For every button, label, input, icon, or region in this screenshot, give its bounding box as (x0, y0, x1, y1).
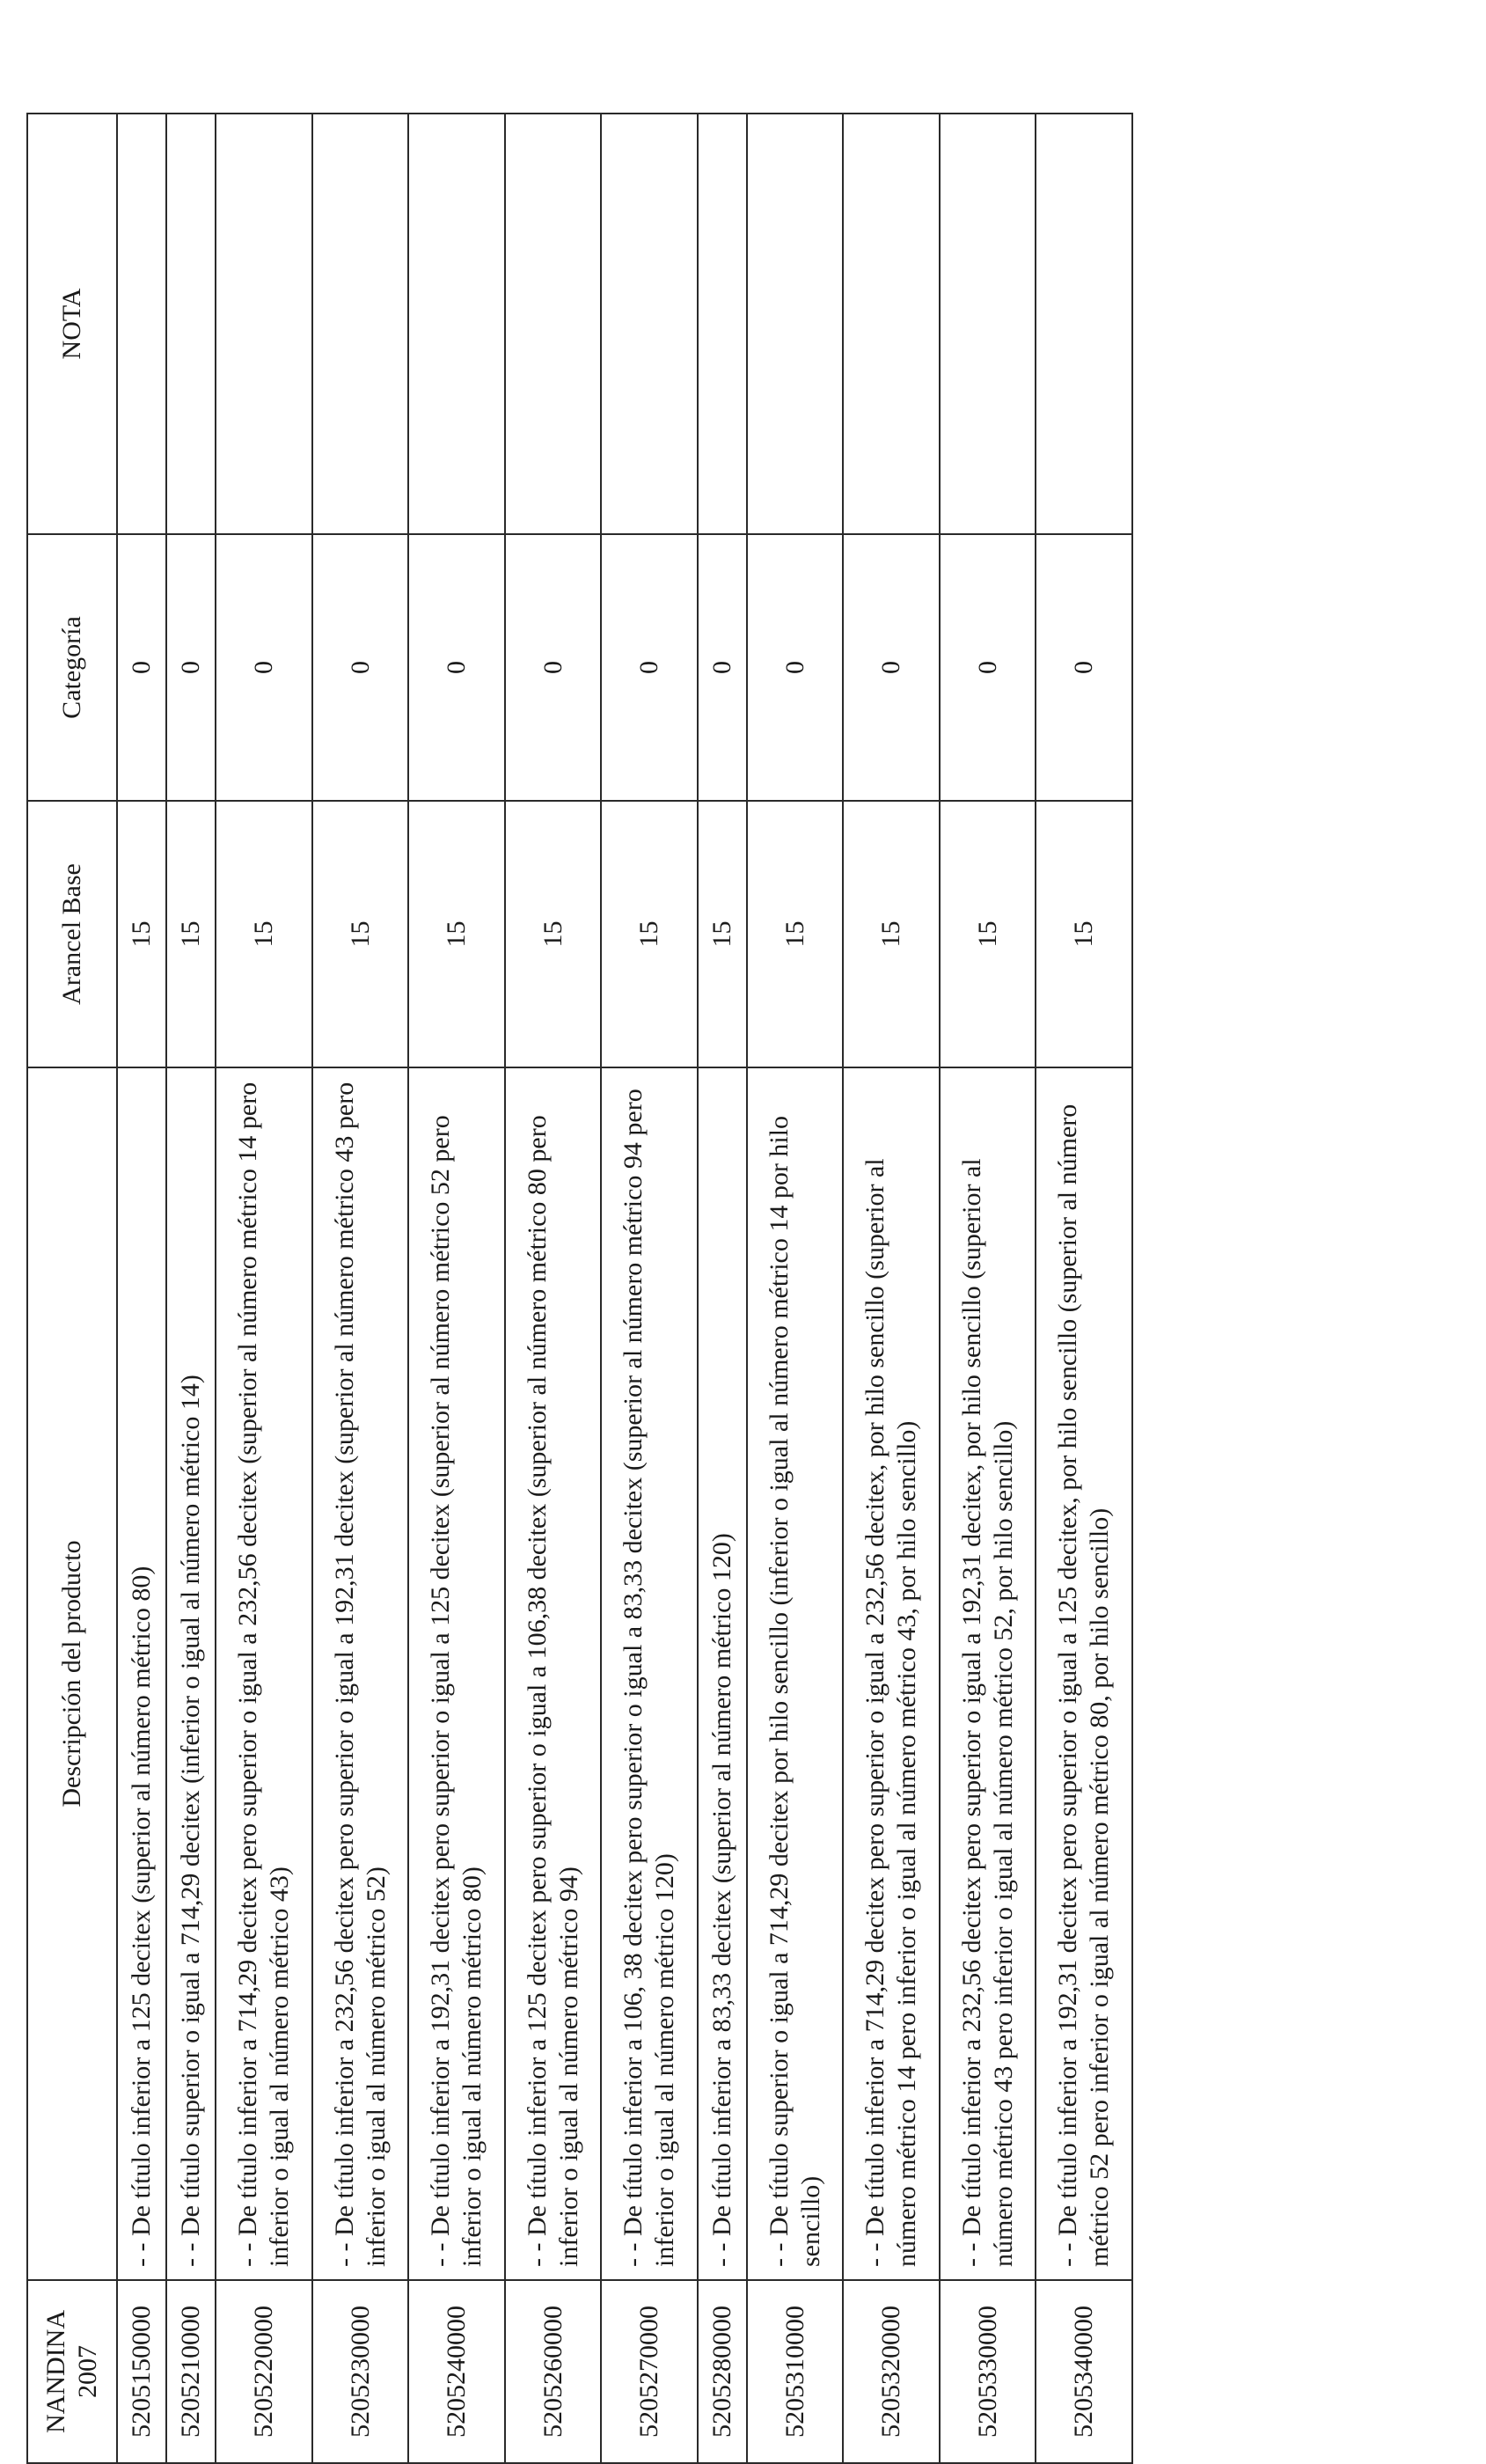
cell-description: - - De título superior o igual a 714,29 decitex por hilo sencillo (inferior o igual al número métrico 14 por hilo sencillo) (747, 1067, 843, 2280)
cell-categoria: 0 (1036, 534, 1132, 801)
cell-arancel-base: 15 (747, 801, 843, 1067)
cell-arancel-base: 15 (312, 801, 408, 1067)
cell-categoria: 0 (698, 534, 747, 801)
cell-description: - - De título inferior a 232,56 decitex pero superior o igual a 192,31 decitex, por hilo sencillo (superior al número métrico 43 pero inferior o igual al número métrico 52, por hilo sencillo) (940, 1067, 1036, 2280)
cell-arancel-base: 15 (505, 801, 601, 1067)
cell-description: - - De título inferior a 192,31 decitex pero superior o igual a 125 decitex, por hilo sencillo (superior al número métrico 52 pero inferior o igual al número métrico 80, por hilo sencillo) (1036, 1067, 1132, 2280)
cell-code: 5205310000 (747, 2280, 843, 2463)
cell-code: 5205210000 (166, 2280, 216, 2463)
cell-code: 5205280000 (698, 2280, 747, 2463)
table-row (312, 114, 408, 2463)
cell-arancel-base: 15 (698, 801, 747, 1067)
table-row (166, 114, 216, 2463)
cell-arancel-base: 15 (166, 801, 216, 1067)
cell-arancel-base: 15 (843, 801, 939, 1067)
header-description: Descripción del producto (27, 1067, 117, 2280)
cell-code: 5205260000 (505, 2280, 601, 2463)
cell-arancel-base: 15 (940, 801, 1036, 1067)
cell-categoria: 0 (166, 534, 216, 801)
header-arancel-base: Arancel Base (27, 801, 117, 1067)
cell-description: - - De título inferior a 125 decitex (superior al número métrico 80) (117, 1067, 166, 2280)
cell-nota (312, 114, 408, 534)
cell-nota (216, 114, 311, 534)
table-header-row (27, 114, 117, 2463)
cell-arancel-base: 15 (408, 801, 504, 1067)
table-row (505, 114, 601, 2463)
cell-code: 5205220000 (216, 2280, 311, 2463)
header-nota: NOTA (27, 114, 117, 534)
cell-categoria: 0 (505, 534, 601, 801)
table-row (117, 114, 166, 2463)
cell-nota (117, 114, 166, 534)
table-row (601, 114, 697, 2463)
cell-code: 5205230000 (312, 2280, 408, 2463)
table-row (408, 114, 504, 2463)
cell-arancel-base: 15 (216, 801, 311, 1067)
cell-nota (166, 114, 216, 534)
tariff-table (26, 113, 1133, 2464)
cell-code: 5205340000 (1036, 2280, 1132, 2463)
cell-categoria: 0 (843, 534, 939, 801)
cell-arancel-base: 15 (601, 801, 697, 1067)
cell-description: - - De título inferior a 232,56 decitex pero superior o igual a 192,31 decitex (superior al número métrico 43 pero inferior o igual al número métrico 52) (312, 1067, 408, 2280)
cell-description: - - De título superior o igual a 714,29 decitex (inferior o igual al número métrico 14) (166, 1067, 216, 2280)
table-row (747, 114, 843, 2463)
cell-nota (601, 114, 697, 534)
cell-code: 5205150000 (117, 2280, 166, 2463)
cell-description: - - De título inferior a 83,33 decitex (superior al número métrico 120) (698, 1067, 747, 2280)
cell-code: 5205270000 (601, 2280, 697, 2463)
cell-nota (408, 114, 504, 534)
cell-nota (698, 114, 747, 534)
cell-nota (505, 114, 601, 534)
cell-description: - - De título inferior a 714,29 decitex pero superior o igual a 232,56 decitex, por hilo sencillo (superior al número métrico 14 pero inferior o igual al número métrico 43, por hilo sencillo) (843, 1067, 939, 2280)
table-row (940, 114, 1036, 2463)
cell-nota (1036, 114, 1132, 534)
table-row (216, 114, 311, 2463)
cell-description: - - De título inferior a 106, 38 decitex pero superior o igual a 83,33 decitex (superior al número métrico 94 pero inferior o igual al número métrico 120) (601, 1067, 697, 2280)
header-nandina: NANDINA 2007 (27, 2280, 117, 2463)
cell-nota (843, 114, 939, 534)
cell-categoria: 0 (312, 534, 408, 801)
cell-nota (747, 114, 843, 534)
cell-categoria: 0 (940, 534, 1036, 801)
table-row (1036, 114, 1132, 2463)
cell-code: 5205240000 (408, 2280, 504, 2463)
cell-arancel-base: 15 (1036, 801, 1132, 1067)
cell-code: 5205330000 (940, 2280, 1036, 2463)
header-categoria: Categoría (27, 534, 117, 801)
cell-description: - - De título inferior a 125 decitex pero superior o igual a 106,38 decitex (superior al número métrico 80 pero inferior o igual al número métrico 94) (505, 1067, 601, 2280)
cell-categoria: 0 (216, 534, 311, 801)
cell-description: - - De título inferior a 192,31 decitex pero superior o igual a 125 decitex (superior al número métrico 52 pero inferior o igual al número métrico 80) (408, 1067, 504, 2280)
cell-nota (940, 114, 1036, 534)
cell-categoria: 0 (408, 534, 504, 801)
table-row (843, 114, 939, 2463)
cell-description: - - De título inferior a 714,29 decitex pero superior o igual a 232,56 decitex (superior al número métrico 14 pero inferior o igual al número métrico 43) (216, 1067, 311, 2280)
cell-categoria: 0 (747, 534, 843, 801)
rotated-document-page (26, 114, 1133, 2464)
cell-code: 5205320000 (843, 2280, 939, 2463)
table-row (698, 114, 747, 2463)
cell-arancel-base: 15 (117, 801, 166, 1067)
cell-categoria: 0 (601, 534, 697, 801)
cell-categoria: 0 (117, 534, 166, 801)
